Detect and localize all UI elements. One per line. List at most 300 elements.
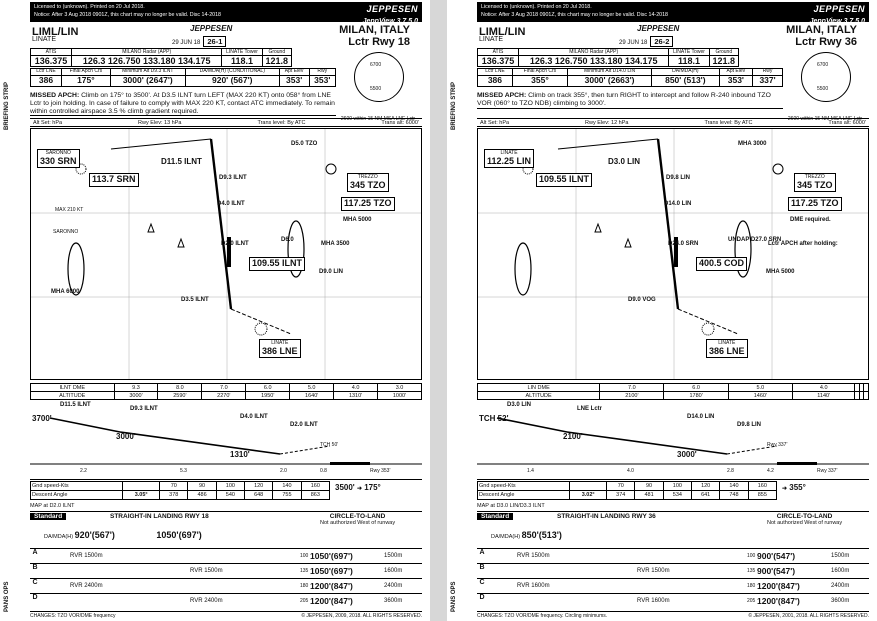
fix-label: D9.8 LIN: [666, 175, 691, 181]
msa-diagram: [785, 50, 865, 124]
license-notice: Licensed to (unknown). Printed on 20 Jul 2018.: [34, 4, 145, 10]
jeppesen-logo: JEPPESEN: [637, 24, 680, 33]
rvr-value: RVR 2400m: [70, 583, 103, 589]
dme-value: 6.0: [246, 384, 290, 392]
gs-value: 160: [301, 482, 329, 491]
freq-value: 121.8: [709, 56, 738, 67]
circling-speed: 205: [747, 598, 756, 604]
dme-value: [864, 384, 869, 392]
chart-date: [172, 37, 226, 46]
alt-set: Alt Set: hPa: [33, 120, 63, 126]
changes-note: CHANGES: TZO VOR/DME frequency: [30, 613, 116, 619]
category-row-d: [477, 593, 869, 608]
plan-view-map: [478, 129, 869, 380]
circling-vis: 1600m: [384, 568, 403, 574]
final-approach-course: [658, 139, 678, 309]
profile-runway: Rwy 337': [817, 468, 838, 474]
altitude-value: 1310': [334, 392, 378, 400]
procedure-name: Lctr Rwy 18: [348, 35, 410, 48]
descent-rate: 755: [273, 491, 301, 500]
category-row-a: [477, 548, 869, 563]
circling-min: 900'(547'): [757, 566, 796, 576]
min-label: Rwy: [309, 69, 336, 76]
freq-label: MILANO Radar (APP): [518, 49, 669, 56]
min-value: 386: [31, 75, 62, 86]
intermediate-track: [558, 139, 658, 149]
circling-min: 1200'(847'): [757, 581, 800, 591]
dme-value: 7.0: [202, 384, 246, 392]
freq-value: 118.1: [669, 56, 709, 67]
runway-elevation: Rwy Elev: 13 hPa: [138, 120, 182, 126]
pans-ops-label-left: PANS OPS: [4, 581, 10, 612]
runway-profile-icon: [777, 462, 817, 465]
ndb-lne-icon: [702, 323, 714, 335]
category-label: B: [479, 564, 485, 571]
chart-page-number: 26-1: [203, 36, 226, 47]
holding-label: SARONNO: [53, 229, 79, 235]
obstacle-icon: [178, 239, 184, 247]
final-approach-course: [211, 139, 231, 309]
freq-value: 126.3 126.750 133.180 134.175: [518, 56, 669, 67]
airport-ident: [479, 27, 525, 44]
msa-caption: 2600 within 15 NM MSA LNE Lctr: [340, 115, 416, 122]
ground-speed-table: [30, 481, 330, 500]
profile-dist: 4.0: [627, 468, 634, 474]
navaid-name: LINATE: [500, 150, 518, 156]
altitude-value: 1950': [246, 392, 290, 400]
altitude-value: 1000': [378, 392, 422, 400]
profile-alt: Rwy 337': [767, 442, 788, 448]
gs-value: 160: [748, 482, 776, 491]
navaid-freq: 345 TZO: [350, 179, 386, 190]
min-value: 3000' (2663'): [568, 75, 652, 86]
arrow-icon: ➜: [356, 486, 362, 492]
altitude-value: 1640': [290, 392, 334, 400]
gs-value: 100: [663, 482, 691, 491]
ground-speed-row: [31, 482, 330, 491]
category-label: A: [32, 549, 38, 556]
gs-value: 90: [635, 482, 663, 491]
fix-label: UNDAP D27.0 SRN: [728, 237, 782, 243]
freq-value: 136.375: [478, 56, 519, 67]
descent-path: [567, 432, 727, 454]
profile-dist: 2.0: [280, 468, 287, 474]
trezzo-box: [794, 173, 836, 192]
fix-label: D2.0 ILNT: [221, 241, 249, 247]
chart-page-number: 26-2: [650, 36, 673, 47]
jeppesen-logo: JEPPESEN: [190, 24, 233, 33]
descent-angle: 3.02°: [570, 491, 607, 500]
gs-value: 70: [607, 482, 635, 491]
descent-path: [50, 418, 120, 432]
print-notice-bar: [477, 2, 869, 25]
freq-value: 121.8: [262, 56, 291, 67]
transition-altitude: Trans alt: 6000': [381, 120, 419, 126]
altitude-value: 1780': [664, 392, 728, 400]
category-row-d: [30, 593, 422, 608]
straight-in-title: STRAIGHT-IN LANDING RWY 36: [557, 513, 656, 520]
chart-footer: [477, 611, 869, 619]
descent-rate: 481: [635, 491, 663, 500]
validity-notice: Notice: After 3 Aug 2018 0901Z, this chart may no longer be valid. Disc 14-2018: [481, 11, 668, 18]
descent-label: Descent Angle: [31, 491, 123, 500]
approach-chart-rwy36: [447, 0, 877, 621]
fix-label: D11.5 ILNT: [161, 157, 202, 166]
profile-fix: D4.0 ILNT: [240, 414, 268, 420]
altitude-value: 1140': [793, 392, 855, 400]
missed-course: 175°: [364, 483, 381, 492]
effective-date: 29 JUN 18: [172, 40, 201, 46]
navaid-freq: 345 TZO: [797, 179, 833, 190]
navaid-freq: 109.55 ILNT: [539, 174, 590, 184]
navaid-name: SARONNO: [45, 150, 71, 156]
dme-value: 3.0: [378, 384, 422, 392]
category-label: C: [32, 579, 38, 586]
altitude-value: 2590': [158, 392, 202, 400]
profile-fix: D3.0 LIN: [507, 402, 532, 408]
circling-min: 900'(547'): [757, 551, 796, 561]
msa-outer-alt: 5500: [370, 86, 382, 92]
pans-ops-label-right: PANS OPS: [451, 581, 457, 612]
min-value: 850' (513'): [652, 75, 719, 86]
navaid-box-2: [536, 173, 592, 187]
descent-row: [478, 491, 777, 500]
min-value: 355°: [512, 75, 567, 86]
brand-name: JEPPESEN: [813, 4, 865, 14]
category-label: C: [479, 579, 485, 586]
plan-grid: [31, 129, 422, 380]
frequency-labels: [31, 49, 292, 56]
plan-grid: [478, 129, 869, 380]
category-label: D: [479, 594, 485, 601]
navaid-name: LINATE: [718, 340, 736, 346]
print-notice-bar: [30, 2, 422, 25]
frequency-values: [478, 56, 739, 67]
mha-label: DME required.: [790, 217, 831, 223]
circling-speed: 205: [300, 598, 309, 604]
chart-date: [619, 37, 673, 46]
msa-diagram: [338, 50, 418, 124]
profile-fix: D9.3 ILNT: [130, 406, 158, 412]
min-label: Minimum Alt D9.3 ILNT: [110, 69, 185, 76]
descent-rate: 534: [663, 491, 691, 500]
license-notice: Licensed to (unknown). Printed on 20 Jul 2018.: [481, 4, 592, 10]
circling-vis: 3600m: [384, 598, 403, 604]
approach-chart-rwy18: [0, 0, 430, 621]
navaid-name: LINATE: [271, 340, 289, 346]
minimums-values: [31, 75, 336, 86]
straight-in-title: STRAIGHT-IN LANDING RWY 18: [110, 513, 209, 520]
obstacle-icon: [595, 224, 601, 232]
profile-diagram: [30, 402, 422, 480]
ground-speed-table: [477, 481, 777, 500]
fix-label: D3.0 LIN: [608, 157, 641, 166]
descent-rate: 378: [160, 491, 188, 500]
effective-date: 29 JUN 18: [619, 40, 648, 46]
gs-value: 140: [273, 482, 301, 491]
dme-row-label: ILNT DME: [31, 384, 115, 392]
dme-altitude-table: [30, 383, 422, 400]
city-name: MILAN, ITALY: [786, 24, 857, 36]
circle-title: CIRCLE-TO-LAND: [329, 513, 386, 520]
minimums-table: [477, 68, 783, 87]
circle-title: CIRCLE-TO-LAND: [776, 513, 833, 520]
rvr-value: RVR 1600m: [637, 598, 670, 604]
category-row-c: [477, 578, 869, 593]
circle-note: Not authorized West of runway: [320, 520, 396, 527]
frequency-table: [30, 48, 292, 67]
altitude-value: [864, 392, 869, 400]
da-value: 850'(513'): [521, 530, 562, 540]
navaid-freq: 117.25 TZO: [791, 198, 839, 208]
trezzo-box: [347, 173, 389, 192]
profile-alt: 3000': [116, 432, 136, 441]
gs-value: 120: [692, 482, 720, 491]
profile-view: [477, 402, 869, 480]
min-label: Minimum Alt D14.0 LIN: [568, 69, 652, 76]
fix-label: D6.0: [281, 237, 294, 243]
profile-dist: 0.8: [320, 468, 327, 474]
missed-approach-icons: [782, 483, 867, 507]
freq-label: ATIS: [478, 49, 519, 56]
category-row-c: [30, 578, 422, 593]
software-version: JeppView 3.7.5.0: [362, 17, 418, 25]
landing-minimums: [30, 511, 422, 607]
gs-value: [570, 482, 607, 491]
msa-circle-icon: [801, 52, 851, 102]
mha-label: Lctr APCH after holding:: [768, 241, 838, 247]
freq-label: LINATE Tower: [669, 49, 709, 56]
chart-header: [477, 23, 869, 47]
altitude-value: 2100': [600, 392, 664, 400]
freq-label: Ground: [262, 49, 291, 56]
descent-rate: 748: [720, 491, 748, 500]
profile-fix: D2.0 ILNT: [290, 422, 318, 428]
profile-dist: 2.8: [727, 468, 734, 474]
dme-value: 8.0: [158, 384, 202, 392]
icao-code: LIML/LIN: [479, 26, 526, 38]
dme-row: [31, 384, 422, 392]
dme-value: 7.0: [600, 384, 664, 392]
min-label: Apt Elev: [279, 69, 309, 76]
min-label: Final Apch Crs: [61, 69, 110, 76]
profile-alt: 2100': [563, 432, 583, 441]
plan-view-map: [31, 129, 422, 380]
dme-value: 5.0: [290, 384, 334, 392]
circling-min: 1050'(697'): [310, 566, 353, 576]
min-label: Apt Elev: [719, 69, 753, 76]
profile-fix: D9.8 LIN: [737, 422, 762, 428]
ilnt-box: [249, 257, 305, 271]
altitude-value: 3000': [114, 392, 158, 400]
obstacle-icon: [625, 239, 631, 247]
fix-label: D5.0 TZO: [291, 141, 318, 147]
da-value: 920'(567'): [74, 530, 115, 540]
runway-elevation: Rwy Elev: 12 hPa: [585, 120, 629, 126]
circling-speed: 135: [300, 568, 309, 574]
chart-title: [786, 25, 857, 48]
missed-alt: 3500': [335, 483, 355, 492]
circling-vis: 1500m: [384, 553, 403, 559]
fix-label: D24.0 SRN: [668, 241, 699, 247]
missed-approach-track: [678, 309, 738, 334]
freq-label: LINATE Tower: [222, 49, 262, 56]
copyright: © JEPPESEN, 2009, 2018. ALL RIGHTS RESERVED.: [301, 613, 422, 619]
vor-trezzo-icon: [326, 164, 336, 174]
circling-vis: 1600m: [831, 568, 850, 574]
profile-fix: D14.0 LIN: [687, 414, 715, 420]
minimums-table: [30, 68, 336, 87]
descent-rate: 863: [301, 491, 329, 500]
msa-inner-alt: 6700: [370, 62, 382, 68]
altitude-row: [31, 392, 422, 400]
freq-label: ATIS: [31, 49, 72, 56]
missed-approach-track: [231, 309, 291, 334]
altitude-value: 1460': [728, 392, 792, 400]
min-label: DA/MDA(H): [652, 69, 719, 76]
freq-label: Ground: [709, 49, 738, 56]
altitude-row-label: ALTITUDE: [31, 392, 115, 400]
profile-view: [30, 402, 422, 480]
profile-fix: D11.5 ILNT: [60, 402, 91, 408]
fix-label: D9.3 ILNT: [219, 175, 247, 181]
minimums-values: [478, 75, 783, 86]
procedure-name: Lctr Rwy 36: [795, 35, 857, 48]
dme-row: [478, 384, 869, 392]
altitude-value: 2270': [202, 392, 246, 400]
transition-level: Trans level: By ATC: [257, 120, 306, 126]
dme-altitude-table: [477, 383, 869, 400]
freq-value: 126.3 126.750 133.180 134.175: [71, 56, 222, 67]
intermediate-track: [111, 139, 211, 149]
navaid-freq: 400.5 COD: [699, 258, 745, 268]
linate-ndb-box: [259, 339, 301, 358]
gs-value: 140: [720, 482, 748, 491]
freq-value: 118.1: [222, 56, 262, 67]
profile-alt: 3700': [32, 414, 52, 423]
descent-rate: 641: [692, 491, 720, 500]
obstacle-icon: [148, 224, 154, 232]
profile-alt: 3000': [677, 450, 697, 459]
rvr-value: RVR 2400m: [190, 598, 223, 604]
software-version: JeppView 3.7.5.0: [809, 17, 865, 25]
missed-approach-text: Climb on 175° to 3500'. At D3.5 ILNT turn LEFT (MAX 220 KT) onto 058° from LNE Lctr to join holding. In case of failure to comply with MAX 220 KT, contact ATC immediately. To remain within controlled airspace 3.5 % climb gradient required.: [30, 92, 335, 115]
mha-label: MHA 6000: [51, 289, 80, 295]
validity-notice: Notice: After 3 Aug 2018 0901Z, this chart may no longer be valid. Disc 14-2018: [34, 11, 221, 18]
gs-value: 90: [188, 482, 216, 491]
da-mda-block: [44, 530, 202, 540]
navaid-name: TREZZO: [804, 174, 825, 180]
transition-altitude: Trans alt: 6000': [828, 120, 866, 126]
fix-label: MHA 3000: [738, 141, 767, 147]
category-label: D: [32, 594, 38, 601]
frequency-table: [477, 48, 739, 67]
descent-rate: 540: [216, 491, 244, 500]
briefing-strip-label-left: BRIEFING STRIP: [4, 81, 10, 130]
standard-label: Standard: [30, 513, 66, 520]
fix-label: D9.0 VOG: [628, 297, 656, 303]
da-mda-block: [491, 530, 602, 540]
da-value-2: 1050'(697'): [156, 530, 202, 540]
copyright: © JEPPESEN, 2001, 2018. ALL RIGHTS RESERVED.: [748, 613, 869, 619]
circling-min: 1200'(847'): [310, 596, 353, 606]
dme-row-label: LIN DME: [478, 384, 600, 392]
map-at: MAP at D2.0 ILNT: [30, 503, 75, 509]
category-label: A: [479, 549, 485, 556]
gs-value: 100: [216, 482, 244, 491]
rvr-value: RVR 1600m: [517, 583, 550, 589]
min-value: 386: [478, 75, 513, 86]
map-at: MAP at D3.0 LIN/D3.3 ILNT: [477, 503, 545, 509]
missed-approach-label: MISSED APCH:: [30, 92, 80, 99]
missed-course: 355°: [789, 483, 806, 492]
circling-speed: 135: [747, 568, 756, 574]
circling-vis: 1500m: [831, 553, 850, 559]
holding-pattern-left: [515, 243, 531, 295]
profile-dist: 1.4: [527, 468, 534, 474]
gs-label: Gnd speed-Kts: [478, 482, 570, 491]
circling-speed: 180: [747, 583, 756, 589]
navaid-freq: 386 LNE: [709, 345, 745, 356]
ndb-lne-icon: [255, 323, 267, 335]
rvr-value: RVR 1500m: [637, 568, 670, 574]
descent-angle: 3.05°: [123, 491, 160, 500]
chart-header: [30, 23, 422, 47]
changes-note: CHANGES: TZO VOR/DME frequency. Circling minimums.: [477, 613, 608, 619]
dme-value: 4.0: [334, 384, 378, 392]
missed-approach-note: [477, 92, 783, 109]
navaid-freq: 112.25 LIN: [487, 155, 532, 166]
profile-alt: TCH 52': [479, 414, 509, 423]
standard-label: Standard: [477, 513, 513, 520]
min-value: 3000' (2647'): [110, 75, 185, 86]
linate-ndb-box: [706, 339, 748, 358]
navaid-freq: 386 LNE: [262, 345, 298, 356]
fix-label: D9.0 LIN: [319, 269, 344, 275]
msa-inner-alt: 6700: [817, 62, 829, 68]
navaid-box-2: [89, 173, 139, 187]
chart-title: [339, 25, 410, 48]
frequency-values: [31, 56, 292, 67]
missed-approach-label: MISSED APCH:: [477, 92, 527, 99]
min-label: Lctr LNE: [31, 69, 62, 76]
fix-label: MHA 5000: [766, 269, 795, 275]
descent-rate: 648: [245, 491, 273, 500]
runway-profile-icon: [330, 462, 370, 465]
trezzo-vor-box: [341, 197, 395, 211]
icao-code: LIML/LIN: [32, 26, 79, 38]
gs-value: 70: [160, 482, 188, 491]
plan-view: [477, 128, 869, 380]
profile-alt: 1310': [230, 450, 250, 459]
navaid-freq: 117.25 TZO: [344, 198, 392, 208]
ilnt-box: [696, 257, 747, 271]
airport-name: LINATE: [32, 36, 56, 44]
chart-footer: [30, 611, 422, 619]
rvr-value: RVR 1500m: [70, 553, 103, 559]
circling-speed: 100: [300, 553, 309, 559]
alt-set: Alt Set: hPa: [480, 120, 510, 126]
navaid-freq: 109.55 ILNT: [252, 258, 303, 268]
airport-ident: [32, 27, 78, 44]
profile-alt: TCH 50': [320, 442, 339, 448]
altitude-row-label: ALTITUDE: [478, 392, 600, 400]
msa-circle-icon: [354, 52, 404, 102]
altitude-row: [478, 392, 869, 400]
transition-level: Trans level: By ATC: [704, 120, 753, 126]
dme-value: 5.0: [728, 384, 792, 392]
gs-value: 120: [245, 482, 273, 491]
